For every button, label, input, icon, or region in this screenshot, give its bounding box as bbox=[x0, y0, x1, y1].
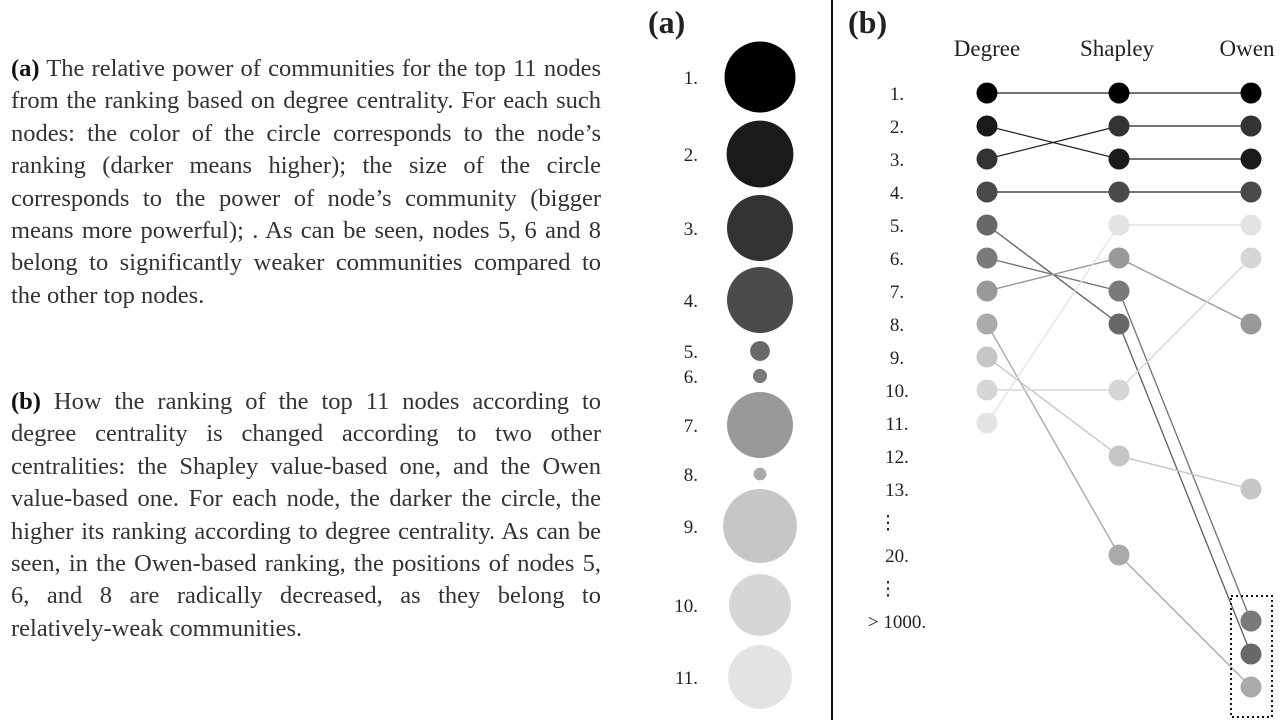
panel-b-node-circle bbox=[1109, 182, 1130, 203]
panel-b-node-circle bbox=[1109, 380, 1130, 401]
panel-b-rank-label: 4. bbox=[889, 183, 905, 204]
panel-b-node-circle bbox=[1109, 116, 1130, 137]
panel-b-node-circle bbox=[977, 347, 998, 368]
panel-b-node-circle bbox=[977, 116, 998, 137]
panel-b-node-circle bbox=[977, 182, 998, 203]
panel-b-node-circle bbox=[1109, 83, 1130, 104]
panel-a-rank-label: 9. bbox=[683, 517, 698, 538]
panel-b-rank-line bbox=[987, 258, 1251, 621]
panel-b-node-circle bbox=[1109, 314, 1130, 335]
panel-b-rank-label: 20. bbox=[885, 546, 909, 567]
panel-a-node-circle bbox=[754, 468, 767, 481]
panel-b-column-header: Degree bbox=[953, 36, 1021, 61]
panel-b-node-circle bbox=[977, 413, 998, 434]
panel-b-rank-label: > 1000. bbox=[867, 612, 927, 633]
panel-b-node-circle bbox=[1109, 149, 1130, 170]
panel-a-label: (a) bbox=[648, 4, 686, 40]
panel-b-node-circle bbox=[1241, 479, 1262, 500]
panel-b-node-circle bbox=[977, 281, 998, 302]
panel-b-rank-label: 9. bbox=[889, 348, 905, 369]
panel-b-node-circle bbox=[1241, 314, 1262, 335]
panel-a-node-circle bbox=[727, 392, 793, 458]
panel-b-node-circle bbox=[1109, 281, 1130, 302]
panel-a-node-circle bbox=[725, 42, 796, 113]
panel-b-node-circle bbox=[1109, 545, 1130, 566]
panel-a-node-circle bbox=[729, 574, 791, 636]
panel-b-node-circle bbox=[1241, 677, 1262, 698]
panel-b-node-circle bbox=[1241, 215, 1262, 236]
panel-b-node-circle bbox=[977, 248, 998, 269]
panel-b-rank-label: 10. bbox=[885, 381, 909, 402]
panel-a-rank-label: 6. bbox=[683, 367, 698, 388]
panel-b-node-circle bbox=[1109, 248, 1130, 269]
panel-b-rank-label: 1. bbox=[889, 84, 905, 105]
caption-a-text: The relative power of communities for the top 11 nodes from the ranking based on degree centrality. For each such nodes: the color of the circle corresponds to the node’s ranking (darker means higher); the size of the circle corresponds to the power of node’s community (bigger means more powerful); . As can be seen, nodes 5, 6 and 8 belong to significantly weaker communities compared to the other top nodes. bbox=[11, 55, 601, 309]
panel-a-node-circle bbox=[750, 341, 770, 361]
panel-b-node-circle bbox=[1241, 149, 1262, 170]
caption-b-label: (b) bbox=[11, 388, 41, 415]
panel-a-node-circle bbox=[727, 195, 793, 261]
panel-b-node-circle bbox=[1241, 182, 1262, 203]
panel-b-rank-label: 13. bbox=[885, 480, 909, 501]
panel-b-ellipsis: ⋮ bbox=[878, 579, 898, 600]
panel-a-node-circle bbox=[727, 267, 793, 333]
panel-a-rank-label: 7. bbox=[683, 416, 698, 437]
panel-b-column-header: Owen bbox=[1219, 36, 1275, 61]
panel-b-node-circle bbox=[1241, 248, 1262, 269]
panel-b-rank-label: 2. bbox=[889, 117, 905, 138]
panel-b-rank-label: 12. bbox=[885, 447, 909, 468]
panel-a-rank-label: 11. bbox=[674, 668, 698, 689]
panel-a-rank-label: 5. bbox=[683, 342, 698, 363]
panel-b-rank-label: 7. bbox=[889, 282, 905, 303]
panel-a-rank-label: 2. bbox=[683, 145, 698, 166]
panel-b-node-circle bbox=[977, 83, 998, 104]
panel-a-rank-label: 8. bbox=[683, 465, 698, 486]
panel-b-rank-label: 3. bbox=[889, 150, 905, 171]
panel-a-rank-label: 1. bbox=[683, 68, 698, 89]
panel-b-column-header: Shapley bbox=[1079, 36, 1155, 61]
panel-b-node-circle bbox=[1241, 116, 1262, 137]
panel-b-rank-label: 5. bbox=[889, 216, 905, 237]
panel-b-ellipsis: ⋮ bbox=[878, 513, 898, 534]
panel-b-rank-label: 11. bbox=[885, 414, 909, 435]
panel-b-node-circle bbox=[977, 215, 998, 236]
panel-a-node-circle bbox=[727, 121, 794, 188]
panel-b-node-circle bbox=[1241, 611, 1262, 632]
panel-b-node-circle bbox=[1241, 83, 1262, 104]
panel-a-node-circle bbox=[723, 489, 797, 563]
panel-a-rank-label: 3. bbox=[683, 219, 698, 240]
panel-b-node-circle bbox=[1109, 446, 1130, 467]
panel-b-rank-line bbox=[987, 324, 1251, 687]
panel-b-node-circle bbox=[977, 149, 998, 170]
panel-b-rank-label: 8. bbox=[889, 315, 905, 336]
panel-b-rank-line bbox=[987, 357, 1251, 489]
caption-b-text: How the ranking of the top 11 nodes according to degree centrality is changed according to two other centralities: the Shapley value-based one, and the Owen value-based one. For each node, the darker the circle, the higher its ranking according to degree centrality. As can be seen, in the Owen-based ranking, the positions of nodes 5, 6, and 8 are radically decreased, as they belong to relatively-weak communities. bbox=[11, 388, 602, 642]
caption-a-label: (a) bbox=[11, 55, 40, 82]
panel-a-node-circle bbox=[728, 645, 792, 709]
panel-b-node-circle bbox=[1109, 215, 1130, 236]
panel-b-node-circle bbox=[977, 314, 998, 335]
panel-a-rank-label: 4. bbox=[683, 291, 698, 312]
panel-a-node-circle bbox=[753, 369, 767, 383]
panel-b-rank-label: 6. bbox=[889, 249, 905, 270]
panel-b-label: (b) bbox=[848, 4, 888, 40]
panel-a-rank-label: 10. bbox=[674, 596, 698, 617]
panel-b-node-circle bbox=[977, 380, 998, 401]
panel-b-node-circle bbox=[1241, 644, 1262, 665]
